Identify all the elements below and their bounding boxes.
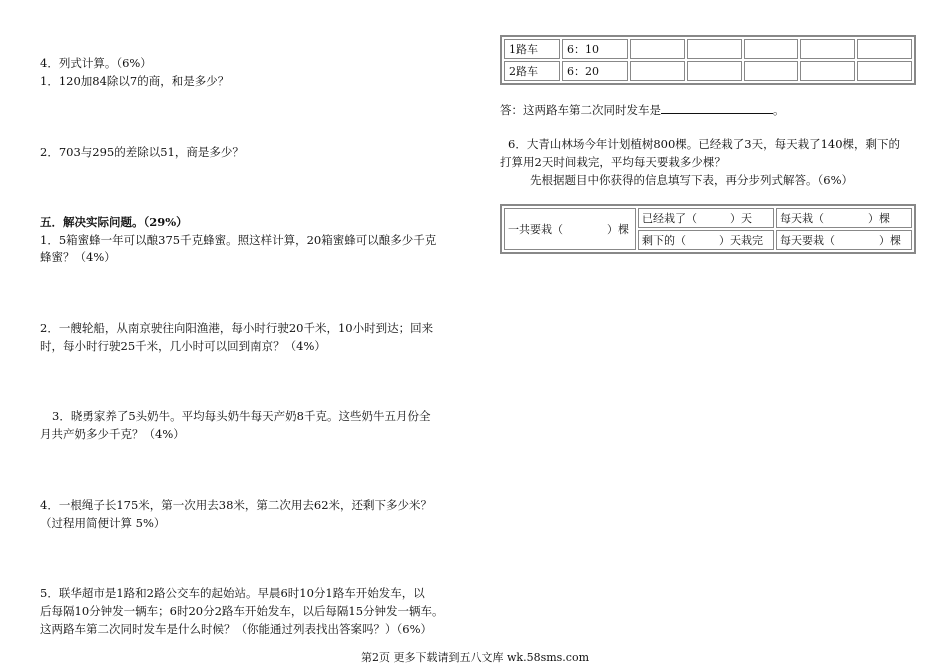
problem-5-line-2: 后每隔10分钟发一辆车；6时20分2路车开始发车，以后每隔15分钟发一辆车。	[40, 604, 444, 618]
total-cell: 一共要栽（ ）棵	[504, 208, 636, 250]
problem-2-line-1: 2．一艘轮船，从南京驶往向阳渔港，每小时行驶20千米，10小时到达；回来	[40, 321, 434, 335]
time-cell: 6：10	[562, 39, 628, 59]
problem-6-line-2: 打算用2天时间栽完，平均每天要栽多少棵？	[500, 155, 726, 169]
section-4-question-1: 1．120加84除以7的商，和是多少？	[40, 74, 230, 88]
blank-cell	[687, 39, 742, 59]
page-footer: 第2页 更多下载请到五八文库 wk.58sms.com	[361, 651, 589, 664]
problem-1-line-2: 蜂蜜？（4%）	[40, 250, 116, 264]
blank-cell	[800, 61, 855, 81]
problem-3-line-2: 月共产奶多少千克？（4%）	[40, 427, 185, 441]
problem-6-line-3: 先根据题目中你获得的信息填写下表，再分步列式解答。（6%）	[530, 173, 853, 187]
problem-3-line-1: 3．晓勇家养了5头奶牛。平均每头奶牛每天产奶8千克。这些奶牛五月份全	[52, 409, 431, 423]
problem-1-line-1: 1．5箱蜜蜂一年可以酿375千克蜂蜜。照这样计算，20箱蜜蜂可以酿多少千克	[40, 233, 437, 247]
section-4-title: 4．列式计算。（6%）	[40, 56, 152, 70]
blank-cell	[630, 39, 685, 59]
remaining-days-cell: 剩下的（ ）天栽完	[638, 230, 774, 250]
problem-2-line-2: 时，每小时行驶25千米，几小时可以回到南京？（4%）	[40, 339, 326, 353]
answer-blank[interactable]	[661, 101, 773, 114]
table-row	[504, 208, 912, 228]
answer-line	[500, 101, 785, 118]
blank-cell	[744, 61, 799, 81]
table-row	[504, 61, 912, 81]
route-cell: 2路车	[504, 61, 560, 81]
blank-cell	[687, 61, 742, 81]
answer-suffix: 。	[773, 103, 785, 117]
blank-cell	[800, 39, 855, 59]
problem-5-line-1: 5．联华超市是1路和2路公交车的起始站。早晨6时10分1路车开始发车，以	[40, 586, 425, 600]
blank-cell	[744, 39, 799, 59]
problem-6-line-1: 6．大青山林场今年计划植树800棵。已经栽了3天，每天栽了140棵，剩下的	[508, 137, 901, 151]
per-day-needed-cell: 每天要栽（ ）棵	[776, 230, 912, 250]
blank-cell	[857, 61, 912, 81]
bus-schedule-table	[500, 35, 916, 85]
problem-4-line-2: （过程用简便计算 5%）	[40, 516, 166, 530]
section-4-question-2: 2．703与295的差除以51，商是多少？	[40, 145, 244, 159]
blank-cell	[857, 39, 912, 59]
blank-cell	[630, 61, 685, 81]
planted-days-cell: 已经栽了（ ）天	[638, 208, 774, 228]
section-5-title: 五．解决实际问题。（29%）	[40, 215, 188, 229]
planting-plan-table	[500, 204, 916, 254]
problem-5-line-3: 这两路车第二次同时发车是什么时候？（你能通过列表找出答案吗？）（6%）	[40, 622, 432, 636]
time-cell: 6：20	[562, 61, 628, 81]
answer-prefix: 答：这两路车第二次同时发车是	[500, 103, 661, 117]
route-cell: 1路车	[504, 39, 560, 59]
problem-4-line-1: 4．一根绳子长175米，第一次用去38米，第二次用去62米，还剩下多少米？	[40, 498, 433, 512]
table-row	[504, 39, 912, 59]
per-day-planted-cell: 每天栽（ ）棵	[776, 208, 912, 228]
